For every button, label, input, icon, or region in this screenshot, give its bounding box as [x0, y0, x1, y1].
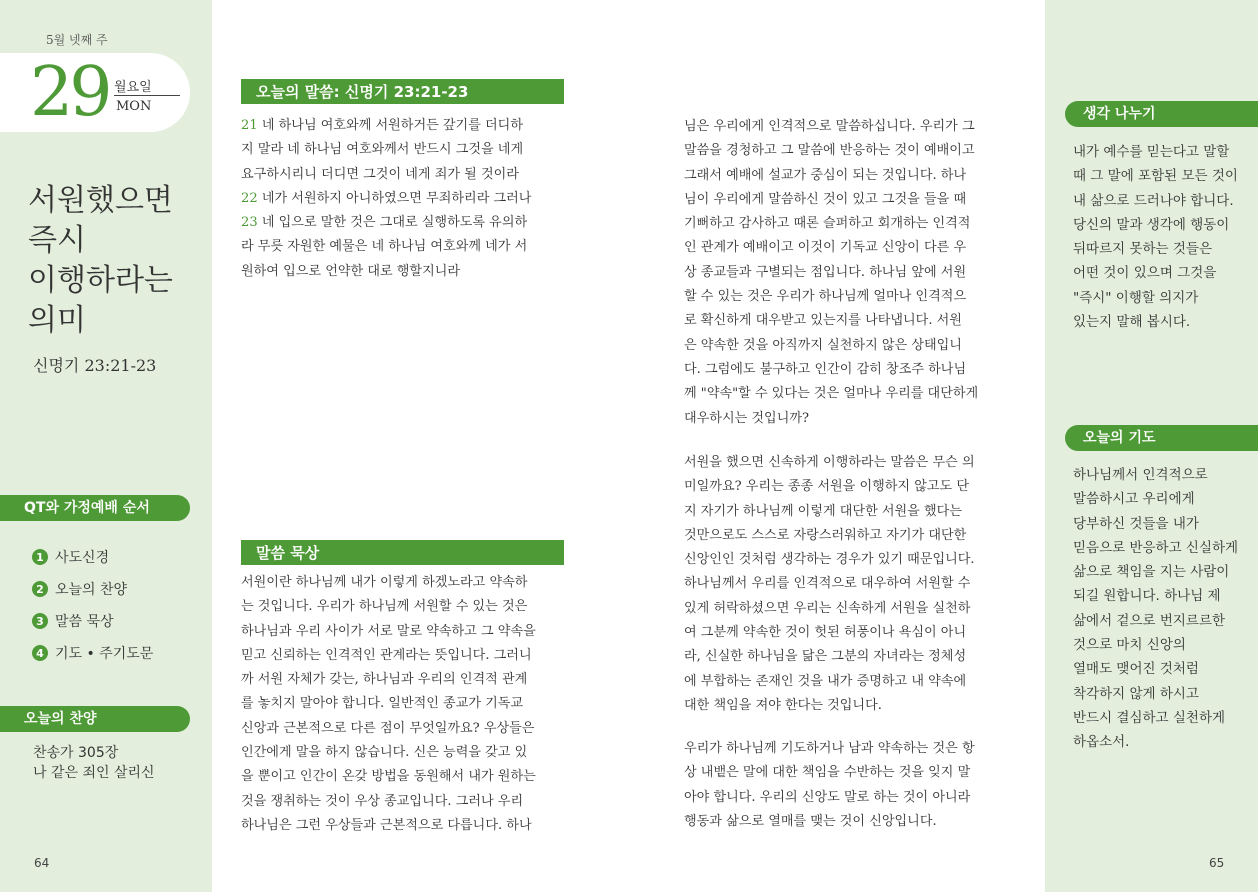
verse-number: 21: [241, 118, 258, 133]
text-line: 를 놓치지 말아야 합니다. 일반적인 종교가 기독교: [241, 696, 524, 712]
meditation-heading: 말씀 묵상: [241, 540, 564, 565]
text-line: 라, 신실한 하나님을 닮은 그분의 자녀라는 정체성: [684, 649, 967, 665]
text-line: "즉시" 이행할 의지가: [1073, 289, 1199, 306]
text-line: 우리가 하나님께 기도하거나 남과 약속하는 것은 항: [684, 741, 975, 756]
text-line: 하나님께서 우리를 인격적으로 대우하여 서원할 수: [684, 576, 971, 592]
text-line: 것만으로도 스스로 자랑스러워하고 자기가 대단한: [684, 527, 967, 543]
list-item: [32, 605, 153, 637]
continued-paragraph-3: [684, 737, 1006, 834]
hymn-heading: 오늘의 찬양: [0, 706, 190, 732]
text-line: 하나님께서 인격적으로: [1073, 467, 1208, 483]
text-line: 지 자기가 하나님께 이렇게 대단한 서원을 했다는: [684, 503, 962, 519]
hymn-line: 찬송가 305장: [33, 745, 119, 761]
scripture-line: 라 무릇 자원한 예물은 네 하나님 여호와께 네가 서: [241, 239, 528, 255]
text-line: 착각하지 않게 하시고: [1073, 685, 1199, 702]
text-line: 신앙인인 것처럼 생각하는 경우가 있기 때문입니다.: [684, 552, 975, 568]
scripture-reference: 신명기 23:21-23: [33, 356, 157, 375]
order-heading: QT와 가정예배 순서: [0, 495, 190, 521]
share-text: [1073, 140, 1253, 334]
list-item: [32, 573, 153, 605]
page-number-right: 65: [1209, 856, 1225, 870]
page-number-left: 64: [34, 856, 50, 870]
list-item: [32, 637, 153, 669]
text-line: 신앙과 근본적으로 다른 점이 무엇일까요? 우상들은: [241, 720, 535, 736]
text-line: 인 관계가 예배이고 이것이 기독교 신앙이 다른 우: [684, 240, 967, 256]
text-line: 할 수 있는 것은 우리가 하나님께 얼마나 인격적으: [684, 289, 967, 305]
title-line: 의미: [28, 303, 86, 338]
text-line: 님이 우리에게 말씀하신 것이 있고 그것을 들을 때: [684, 191, 967, 207]
scripture-line: 23 네 입으로 말한 것은 그대로 실행하도록 유의하: [241, 215, 528, 231]
scripture-line: 지 말라 네 하나님 여호와께서 반드시 그것을 네게: [241, 142, 524, 158]
text-line: 반드시 결심하고 실천하게: [1073, 709, 1226, 726]
prayer-heading: 오늘의 기도: [1065, 425, 1258, 451]
text-line: 삶에서 겉으로 번지르르한: [1073, 612, 1226, 629]
continued-paragraph-2: [684, 451, 1006, 718]
text-line: 께 "약속"할 수 있다는 것은 얼마나 우리를 대단하게: [684, 386, 979, 402]
text-line: 기뻐하고 감사하고 때론 슬퍼하고 회개하는 인격적: [684, 216, 971, 232]
text-line: 당부하신 것들을 내가: [1073, 515, 1199, 532]
text-line: 것을 쟁취하는 것이 우상 종교입니다. 그러나 우리: [241, 793, 524, 809]
text-line: 하나님은 그런 우상들과 근본적으로 다릅니다. 하나: [241, 817, 532, 833]
share-heading: 생각 나누기: [1065, 101, 1258, 127]
weekday-korean: 월요일: [114, 80, 152, 95]
scripture-heading: 오늘의 말씀: 신명기 23:21-23: [241, 79, 564, 104]
text-line: 인간에게 말을 하지 않습니다. 신은 능력을 갖고 있: [241, 745, 528, 761]
scripture-text: [241, 114, 564, 284]
text-line: 그래서 예배에 설교가 중심이 되는 것입니다. 하나: [684, 167, 967, 183]
verse-number: 22: [241, 190, 258, 206]
text-line: 믿음으로 반응하고 신실하게: [1073, 539, 1239, 556]
text-line: 뒤따르지 못하는 것들은: [1073, 241, 1212, 258]
text-line: 님은 우리에게 인격적으로 말씀하십니다. 우리가 그: [684, 119, 975, 134]
page-title: [28, 181, 203, 341]
text-line: 말씀하시고 우리에게: [1073, 491, 1195, 508]
text-line: 아야 합니다. 우리의 신앙도 말로 하는 것이 아니라: [684, 789, 971, 805]
text-line: 있는지 말해 봅시다.: [1073, 314, 1191, 331]
order-label: 오늘의 찬양: [55, 582, 128, 598]
text-line: 되길 원합니다. 하나님 제: [1073, 588, 1221, 605]
text-line: 때 그 말에 포함된 모든 것이: [1073, 168, 1238, 185]
text-line: 여 그분께 약속한 것이 헛된 허풍이나 욕심이 아니: [684, 625, 967, 641]
text-line: 상 종교들과 구별되는 점입니다. 하나님 앞에 서원: [684, 264, 967, 280]
text-line: 미일까요? 우리는 종종 서원을 이행하지 않고도 단: [684, 479, 969, 495]
text-line: 로 확신하게 대우받고 있는지를 나타냅니다. 서원: [684, 313, 962, 329]
order-list: [32, 541, 153, 669]
text-line: 서원을 했으면 신속하게 이행하라는 말씀은 무슨 의: [684, 455, 975, 470]
text-line: 에 부합하는 존재인 것을 내가 증명하고 내 약속에: [684, 673, 967, 689]
meditation-text: [241, 571, 564, 838]
number-badge: 4: [32, 645, 48, 661]
title-line: 즉시: [28, 223, 86, 258]
order-label: 사도신경: [55, 550, 110, 566]
text-line: 것으로 마치 신앙의: [1073, 637, 1186, 654]
order-label: 기도 • 주기도문: [55, 646, 154, 662]
text-line: 내 삶으로 드러나야 합니다.: [1073, 192, 1234, 209]
prayer-text: [1073, 463, 1253, 755]
text-line: 있게 허락하셨으면 우리는 신속하게 서원을 실천하: [684, 600, 971, 616]
text-line: 말씀을 경청하고 그 말씀에 반응하는 것이 예배이고: [684, 143, 975, 159]
title-line: 서원했으면: [28, 183, 173, 218]
text-line: 은 약속한 것을 아직까지 실천하지 않은 상태입니: [684, 337, 962, 353]
number-badge: 1: [32, 549, 48, 565]
scripture-line: 요구하시리니 더디면 그것이 네게 죄가 될 것이라: [241, 166, 519, 182]
text-line: 상 내뱉은 말에 대한 책임을 수반하는 것을 잊지 말: [684, 765, 971, 781]
order-label: 말씀 묵상: [55, 614, 114, 630]
hymn-info: [33, 743, 155, 783]
text-line: 하옵소서.: [1073, 734, 1130, 751]
continued-paragraph-1: [684, 115, 1006, 431]
text-line: 대한 책임을 져야 한다는 것입니다.: [684, 697, 882, 713]
text-line: 열매도 맺어진 것처럼: [1073, 661, 1199, 678]
text-line: 는 것입니다. 우리가 하나님께 서원할 수 있는 것은: [241, 599, 528, 615]
scripture-line: 원하여 입으로 언약한 대로 행할지니라: [241, 263, 461, 279]
scripture-line: 22 네가 서원하지 아니하였으면 무죄하리라 그러나: [241, 190, 532, 206]
text-line: 서원이란 하나님께 내가 이렇게 하겠노라고 약속하: [241, 575, 528, 590]
text-line: 하나님과 우리 사이가 서로 말로 약속하고 그 약속을: [241, 623, 536, 639]
text-line: 대우하시는 것입니까?: [684, 410, 810, 426]
list-item: [32, 541, 153, 573]
number-badge: 2: [32, 581, 48, 597]
text-line: 내가 예수를 믿는다고 말할: [1073, 144, 1230, 160]
text-line: 을 뿐이고 인간이 온갖 방법을 동원해서 내가 원하는: [241, 769, 536, 785]
title-line: 이행하라는: [28, 263, 173, 298]
text-line: 행동과 삶으로 열매를 맺는 것이 신앙입니다.: [684, 813, 937, 829]
hymn-line: 나 같은 죄인 살리신: [33, 765, 155, 781]
week-label: 5월 넷째 주: [46, 33, 108, 47]
day-number: 29: [30, 53, 109, 132]
weekday-english: MON: [116, 99, 152, 114]
text-line: 삶으로 책임을 지는 사람이: [1073, 564, 1230, 581]
weekday-divider: [114, 95, 180, 96]
text-line: 어떤 것이 있으며 그것을: [1073, 265, 1217, 282]
text-line: 믿고 신뢰하는 인격적인 관계라는 뜻입니다. 그러니: [241, 647, 532, 663]
text-line: 다. 그럼에도 불구하고 인간이 감히 창조주 하나님: [684, 361, 967, 377]
text-line: 까 서원 자체가 갖는, 하나님과 우리의 인격적 관계: [241, 672, 528, 688]
scripture-line: 21 네 하나님 여호와께 서원하거든 갚기를 더디하: [241, 118, 523, 133]
verse-number: 23: [241, 215, 258, 231]
text-line: 당신의 말과 생각에 행동이: [1073, 216, 1230, 233]
number-badge: 3: [32, 613, 48, 629]
